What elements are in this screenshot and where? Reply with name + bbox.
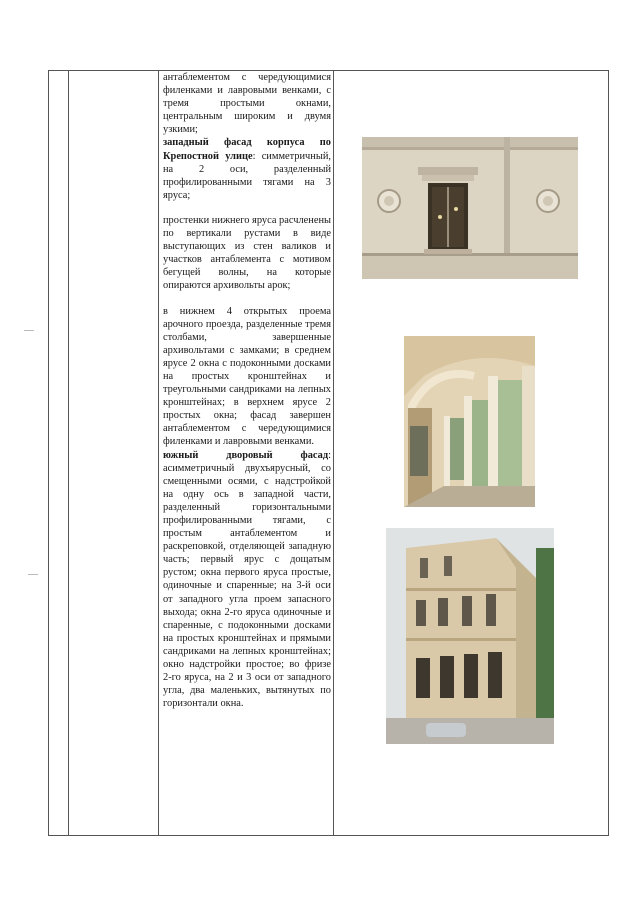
west-facade-text: : симметричный, на 2 оси, разделенный профилированными тягами на 3 яруса;: [163, 150, 331, 201]
facade-window-illustration: [362, 137, 578, 279]
heading-west-facade: западный фасад корпуса по Крепостной улице: [163, 137, 331, 162]
table-bottom-border: [48, 835, 609, 836]
photo-west-facade-window: [362, 137, 578, 279]
scan-mark: [28, 574, 38, 575]
table-right-border: [608, 70, 609, 836]
paragraph-piers: простенки нижнего яруса расчленены по вертикали рустами в виде выступающих из стен валиков и участков антаблемента с мотивом бегущей волны, на которые опираются архивольты арок;: [163, 214, 331, 292]
column-divider-2: [158, 70, 159, 836]
paragraph-west-facade: [163, 136, 331, 201]
heading-south-facade: южный дворовый фасад: [163, 449, 329, 461]
arcade-illustration: [404, 336, 535, 507]
scan-mark: [24, 330, 34, 331]
description-cell: [163, 71, 331, 710]
column-divider-1: [68, 70, 69, 836]
building-illustration: [386, 528, 554, 744]
paragraph-attic-description: антаблементом с чередующимися филенками и лавровыми венками, с тремя простыми окнами, центральным широким и двумя узкими;: [163, 72, 331, 136]
south-facade-text: : асимметричный двухъярусный, со смещенными осями, с надстройкой на одну ось в западной части, разделенный горизонтальными профилированными тягами, с простым антаблементом и раскреповкой, отделяющей западную часть; первый ярус с дощатым рустом; окна первого яруса простые, одиночные и спаренные; на 3-й оси от западного угла проем запасного выхода; окна 2-го яруса одиночные и спаренные, с подоконными досками на простых кронштейнах и прямыми сандриками на лепных кронштейнах; окно надстройки простое; во фризе 2-го яруса, на 2 и 3 оси от западного угла, два маленьких, вытянутых по горизонтали окна.: [163, 449, 331, 710]
column-divider-3: [333, 70, 334, 836]
paragraph-south-facade: [163, 449, 331, 711]
table-left-border: [48, 70, 49, 836]
photo-south-courtyard-facade: [386, 528, 554, 744]
paragraph-lower-tier: в нижнем 4 открытых проема арочного проезда, разделенные тремя столбами, завершенные архивольтами с замками; в среднем ярусе 2 окна с подоконными досками на простых кронштейнах и треугольными сандриками на лепных кронштейнах; в верхнем ярусе 2 простых окна; фасад завершен антаблементом с чередующимися филенками и лавровыми венками.: [163, 305, 331, 448]
photo-arcade-passage: [404, 336, 535, 507]
